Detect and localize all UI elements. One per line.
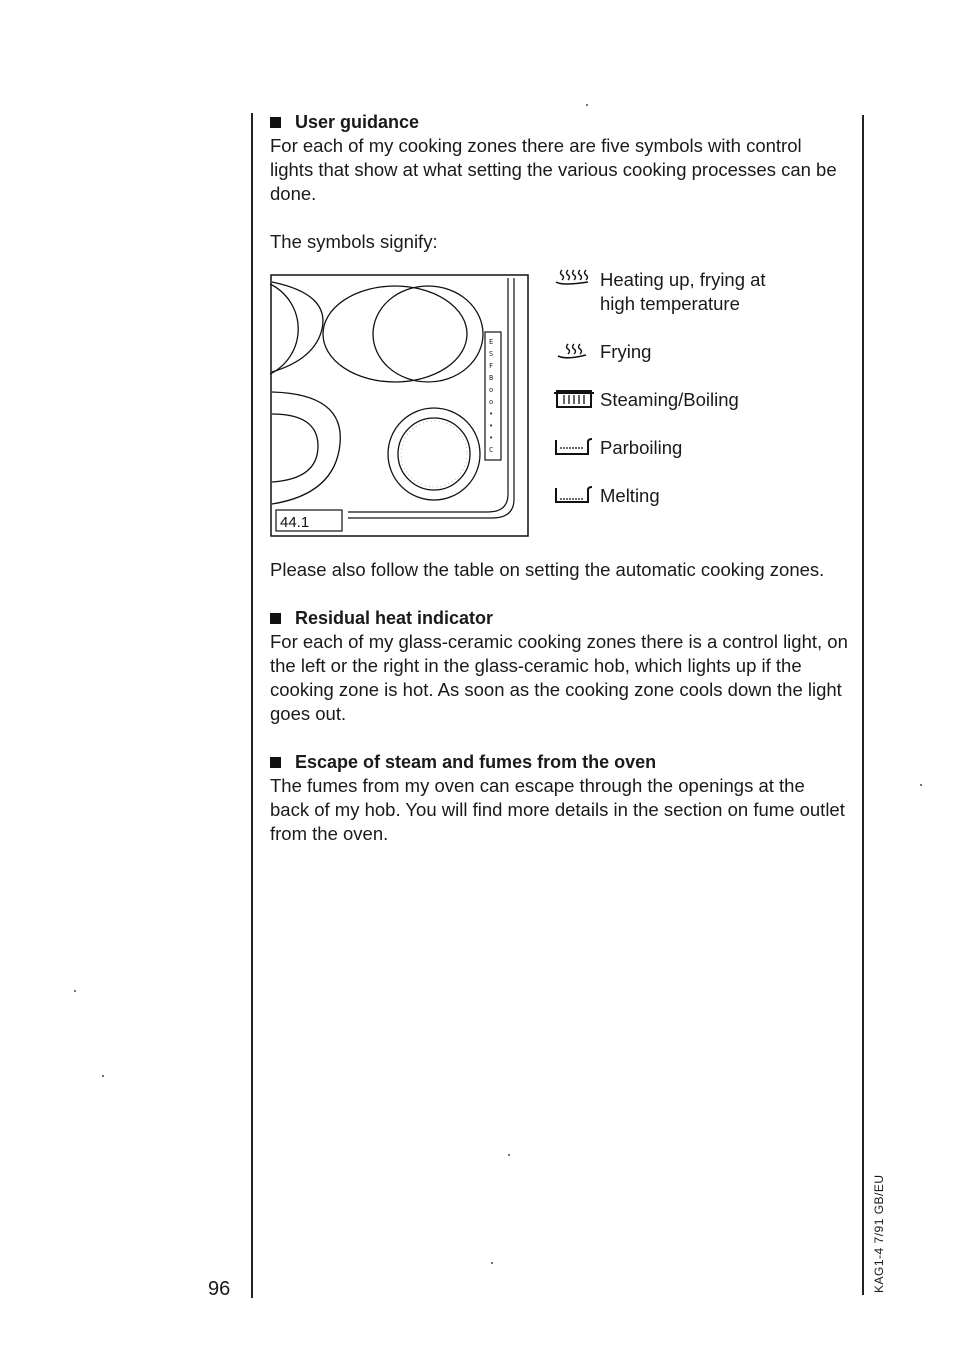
symbol-row-frying [552,340,852,364]
symbol-legend [552,268,852,532]
panel-label: 44.1 [280,514,310,531]
frying-label: Frying [600,341,652,362]
escape-steam-heading-text: Escape of steam and fumes from the oven [295,752,657,772]
user-guidance-paragraph: For each of my cooking zones there are five symbols with control lights that show at what setting the various cooking processes can be done. [270,135,837,204]
svg-text:E: E [489,338,494,346]
user-guidance-heading-text: User guidance [295,112,420,132]
svg-text:•: • [489,410,494,418]
user-guidance-heading [270,110,848,134]
speck [920,784,922,786]
speck [508,1154,510,1156]
svg-text:F: F [489,362,494,370]
escape-steam-heading [270,750,848,774]
escape-steam-paragraph: The fumes from my oven can escape through the openings at the back of my hob. You will find more details in the section on fume outlet from the oven. [270,775,845,844]
melting-label: Melting [600,485,660,506]
symbol-row-parboiling [552,436,852,460]
svg-text:•: • [489,434,494,442]
speck [586,104,588,106]
speck [74,990,76,992]
residual-heat-heading-text: Residual heat indicator [295,608,494,628]
svg-text:B: B [489,374,494,382]
automatic-zones-note: Please also follow the table on setting the automatic cooking zones. [270,559,825,580]
square-bullet-icon [270,757,281,768]
parboiling-label: Parboiling [600,437,683,458]
parboiling-icon [552,436,600,460]
svg-text:o: o [489,386,494,394]
page-number: 96 [208,1278,231,1300]
speck [491,1262,493,1264]
melting-icon [552,484,600,508]
steaming-boiling-icon [552,388,600,412]
left-margin-rule [251,113,253,1298]
speck [102,1075,104,1077]
right-margin-rule [862,115,864,1295]
steaming-boiling-label: Steaming/Boiling [600,389,739,410]
symbol-row-steaming-boiling [552,388,852,412]
square-bullet-icon [270,117,281,128]
residual-heat-heading [270,606,848,630]
heating-up-icon [552,268,600,292]
frying-icon [552,340,600,364]
page-content [270,110,848,846]
square-bullet-icon [270,613,281,624]
hob-figure-row [270,268,848,548]
svg-text:C: C [489,446,494,454]
residual-heat-paragraph: For each of my glass-ceramic cooking zones there is a control light, on the left or the right in the glass-ceramic hob, which lights up if the cooking zone is hot. As soon as the cooking zone cools down the light goes out. [270,631,848,724]
hob-diagram [270,274,529,537]
document-code: KAG1-4 7/91 GB/EU [872,1174,886,1293]
heating-up-label-line1: Heating up, frying at [600,269,766,290]
symbol-row-heating-up [552,268,852,316]
svg-text:S: S [489,350,494,358]
svg-text:o: o [489,398,494,406]
heating-up-label-line2: high temperature [600,293,740,314]
symbol-row-melting [552,484,852,508]
symbols-intro: The symbols signify: [270,231,438,252]
svg-text:•: • [489,422,494,430]
